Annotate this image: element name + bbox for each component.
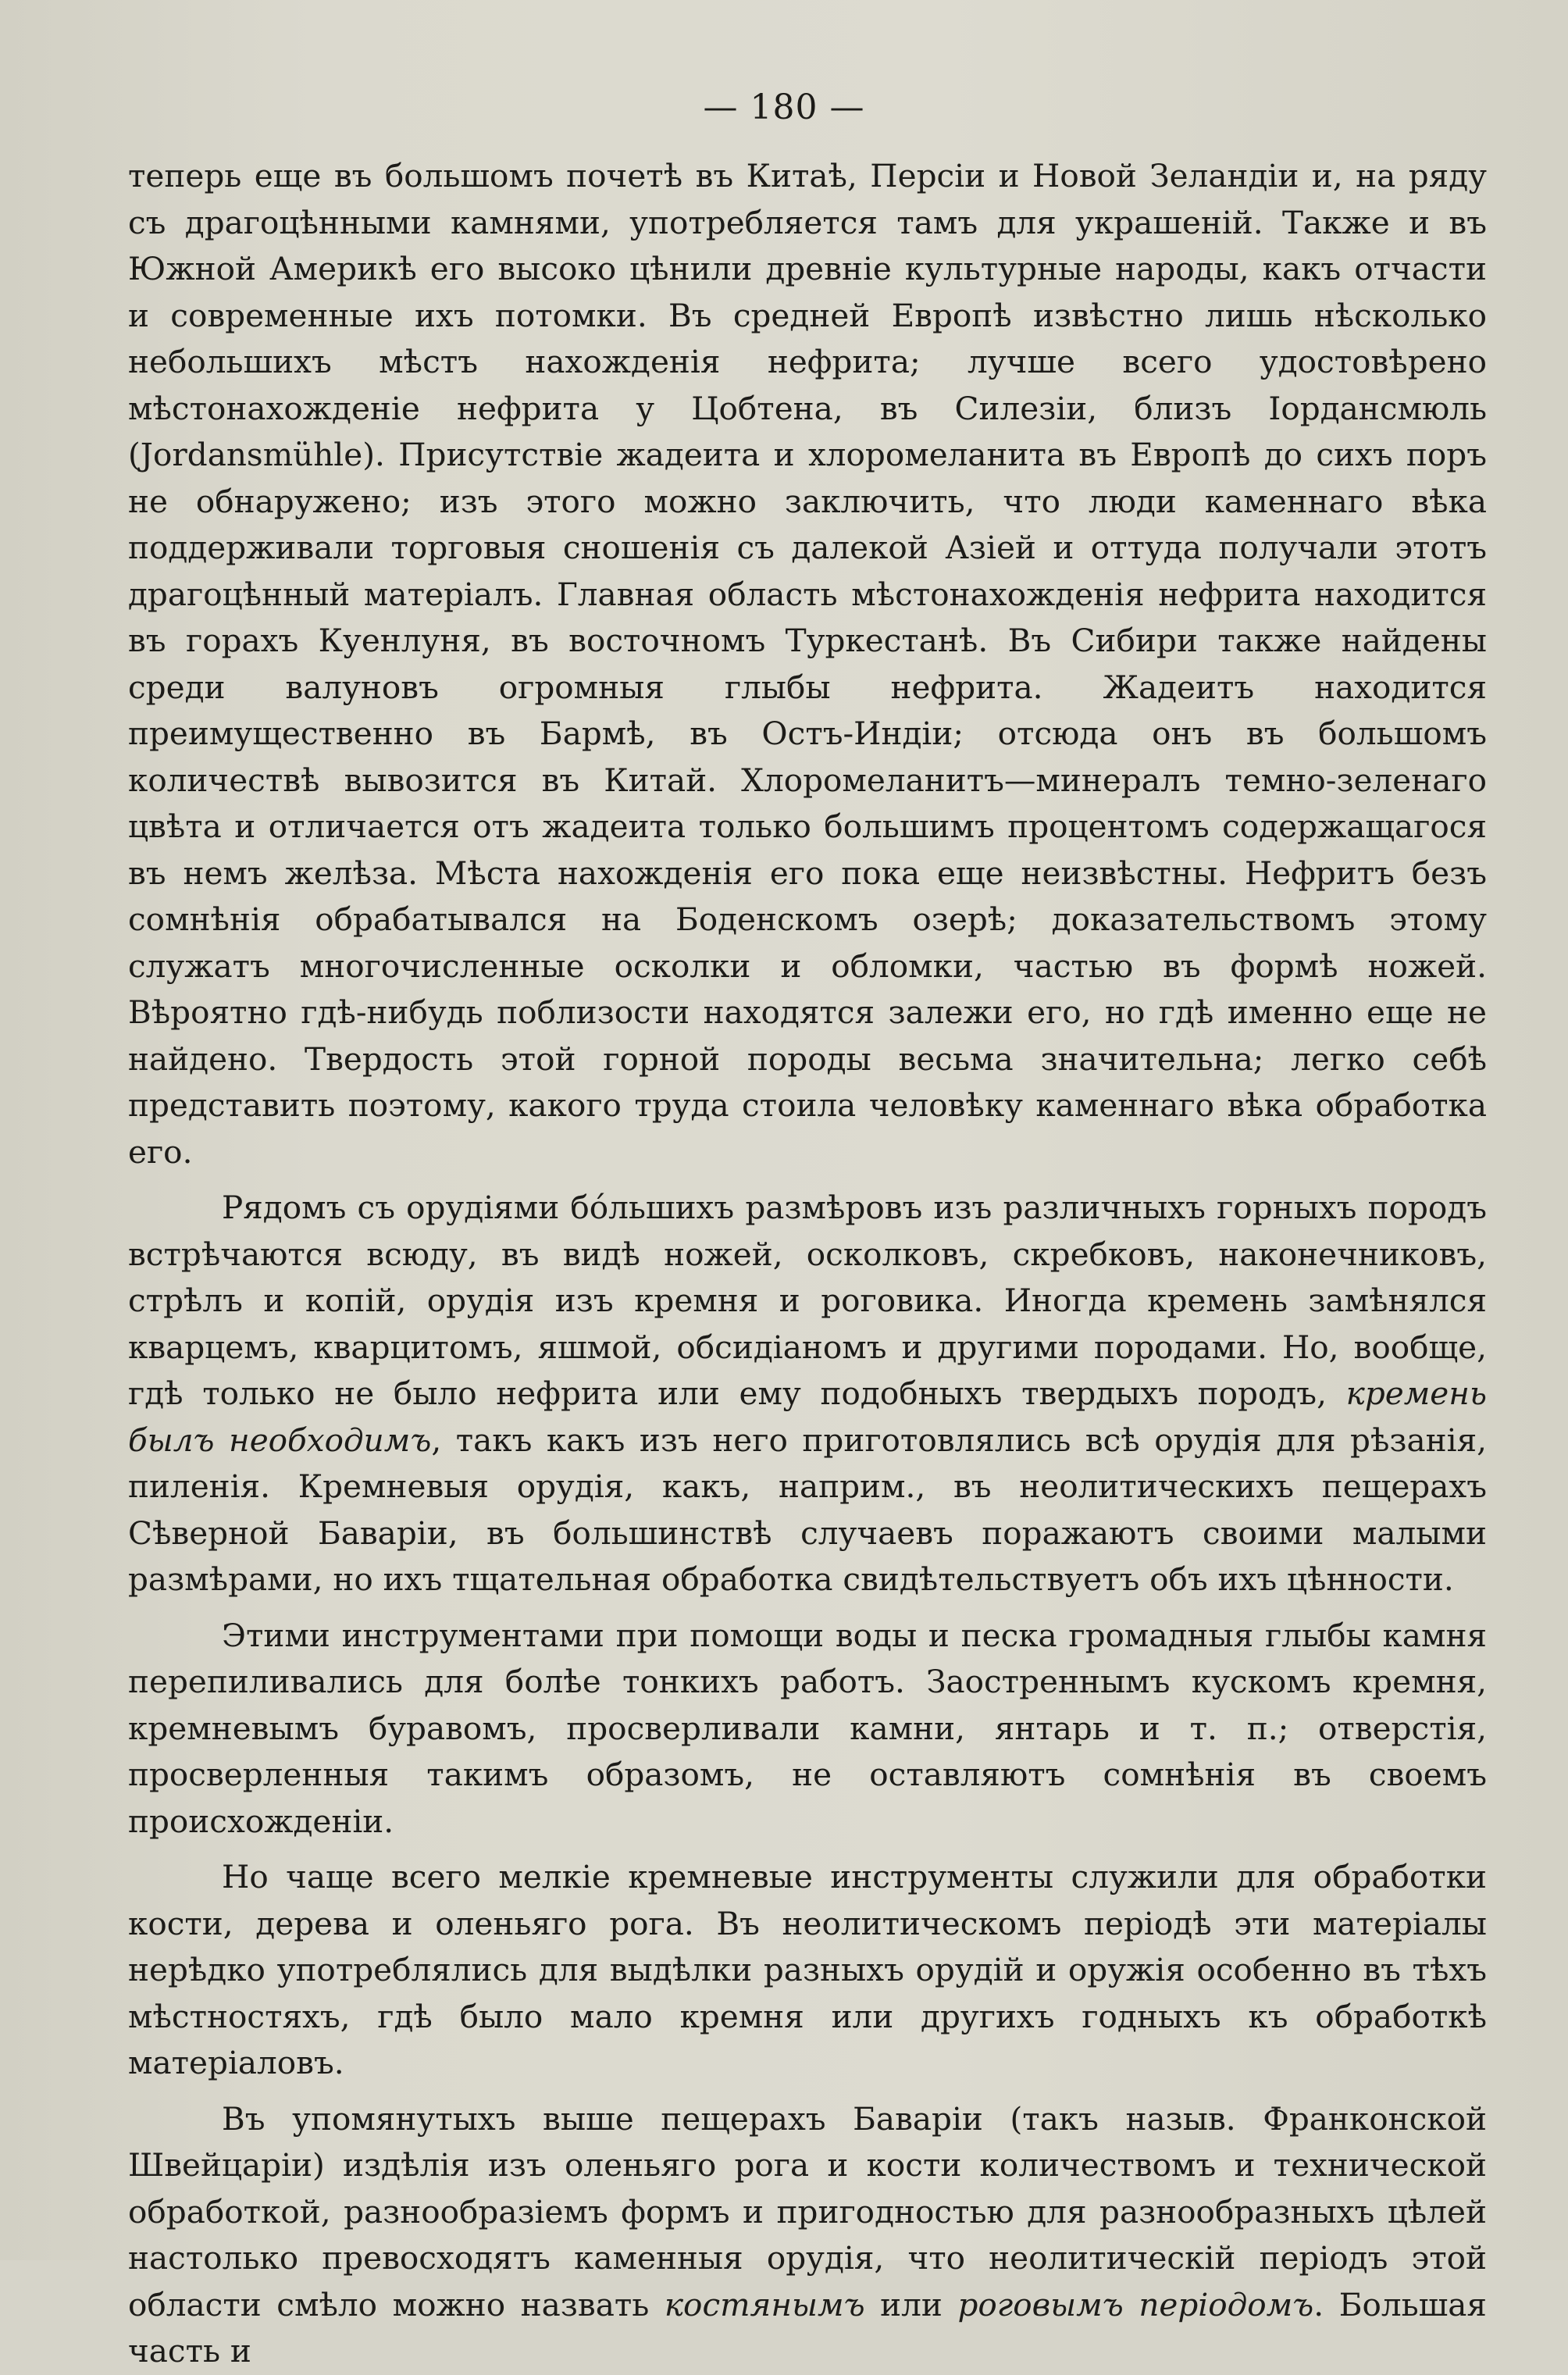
paragraph-5-text-before: Въ упомянутыхъ выше пещерахъ Баваріи (такъ назыв. Франконской Швейцаріи) издѣлія изъ оленьяго рога и кости количествомъ и технической обработкой, разнообразіемъ формъ и пригодностью для разнообразныхъ цѣлей настолько превосходятъ каменныя орудія, что неолитическій періодъ этой области смѣло можно назвать — [128, 2099, 1487, 2323]
paragraph-2-text-after: , такъ какъ изъ него приготовлялись всѣ орудія для рѣзанія, пиленія. Кремневыя орудія, какъ, наприм., въ неолитическихъ пещерахъ Сѣверной Баваріи, въ большинствѣ случаевъ поражаютъ своими малыми размѣрами, но ихъ тщательная обработка свидѣтельствуетъ объ ихъ цѣнности. — [128, 1421, 1487, 1598]
paragraph-1: теперь еще въ большомъ почетѣ въ Китаѣ, Персіи и Новой Зеландіи и, на ряду съ драгоцѣнными камнями, употребляется тамъ для украшеній. Также и въ Южной Америкѣ его высоко цѣнили древніе культурные народы, какъ отчасти и современные ихъ потомки. Въ средней Европѣ извѣстно лишь нѣсколько небольшихъ мѣстъ нахожденія нефрита; лучше всего удостовѣрено мѣстонахожденіе нефрита у Цобтена, въ Силезіи, близъ Іордансмюль (Jordansmühle). Присутствіе жадеита и хлоромеланита въ Европѣ до сихъ поръ не обнаружено; изъ этого можно заключить, что люди каменнаго вѣка поддерживали торговыя сношенія съ далекой Азіей и оттуда получали этотъ драгоцѣнный матеріалъ. Главная область мѣстонахожденія нефрита находится въ горахъ Куенлуня, въ восточномъ Туркестанѣ. Въ Сибири также найдены среди валуновъ огромныя глыбы нефрита. Жадеитъ находится преимущественно въ Бармѣ, въ Остъ-Индіи; отсюда онъ въ большомъ количествѣ вывозится въ Китай. Хлоромеланитъ—минералъ темно-зеленаго цвѣта и отличается отъ жадеита только большимъ процентомъ содержащагося въ немъ желѣза. Мѣста нахожденія его пока еще неизвѣстны. Нефритъ безъ сомнѣнія обрабатывался на Боденскомъ озерѣ; доказательствомъ этому служатъ многочисленные осколки и обломки, частью въ формѣ ножей. Вѣроятно гдѣ-нибудь поблизости находятся залежи его, но гдѣ именно еще не найдено. Твердость этой горной породы весьма значительна; легко себѣ представить поэтому, какого труда стоила человѣку каменнаго вѣка обработка его. — [128, 157, 1487, 1171]
paragraph-2-italic-phrase: кремень былъ необходимъ — [128, 1375, 1487, 1459]
paragraph-5-italic-term-2: роговымъ періодомъ — [957, 2285, 1314, 2323]
paragraph-5-text-after: . Большая часть и — [128, 2285, 1487, 2370]
paragraph-5 — [128, 2096, 1487, 2375]
paragraph-4: Но чаще всего мелкіе кремневые инструменты служили для обработки кости, дерева и оленьяго рога. Въ неолитическомъ періодѣ эти матеріалы нерѣдко употреблялись для выдѣлки разныхъ орудій и оружія особенно въ тѣхъ мѣстностяхъ, гдѣ было мало кремня или другихъ годныхъ къ обработкѣ матеріаловъ. — [128, 1858, 1487, 2081]
paragraph-5-text-middle: или — [864, 2285, 958, 2323]
paragraph-2 — [128, 1185, 1487, 1603]
page-number: — 180 — — [703, 87, 865, 127]
paragraph-3: Этими инструментами при помощи воды и песка громадныя глыбы камня перепиливались для болѣе тонкихъ работъ. Заостреннымъ кускомъ кремня, кремневымъ буравомъ, просверливали камни, янтарь и т. п.; отверстія, просверленныя такимъ образомъ, не оставляютъ сомнѣнія въ своемъ происхожденіи. — [128, 1616, 1487, 1840]
body-text — [128, 153, 1487, 2375]
paragraph-5-italic-term-1: костянымъ — [664, 2285, 865, 2323]
paragraph-2-text-before: Рядомъ съ орудіями бо́льшихъ размѣровъ изъ различныхъ горныхъ породъ встрѣчаются всюду, въ видѣ ножей, осколковъ, скребковъ, наконечниковъ, стрѣлъ и копій, орудія изъ кремня и роговика. Иногда кремень замѣнялся кварцемъ, кварцитомъ, яшмой, обсидіаномъ и другими породами. Но, вообще, гдѣ только не было нефрита или ему подобныхъ твердыхъ породъ, — [128, 1189, 1487, 1412]
